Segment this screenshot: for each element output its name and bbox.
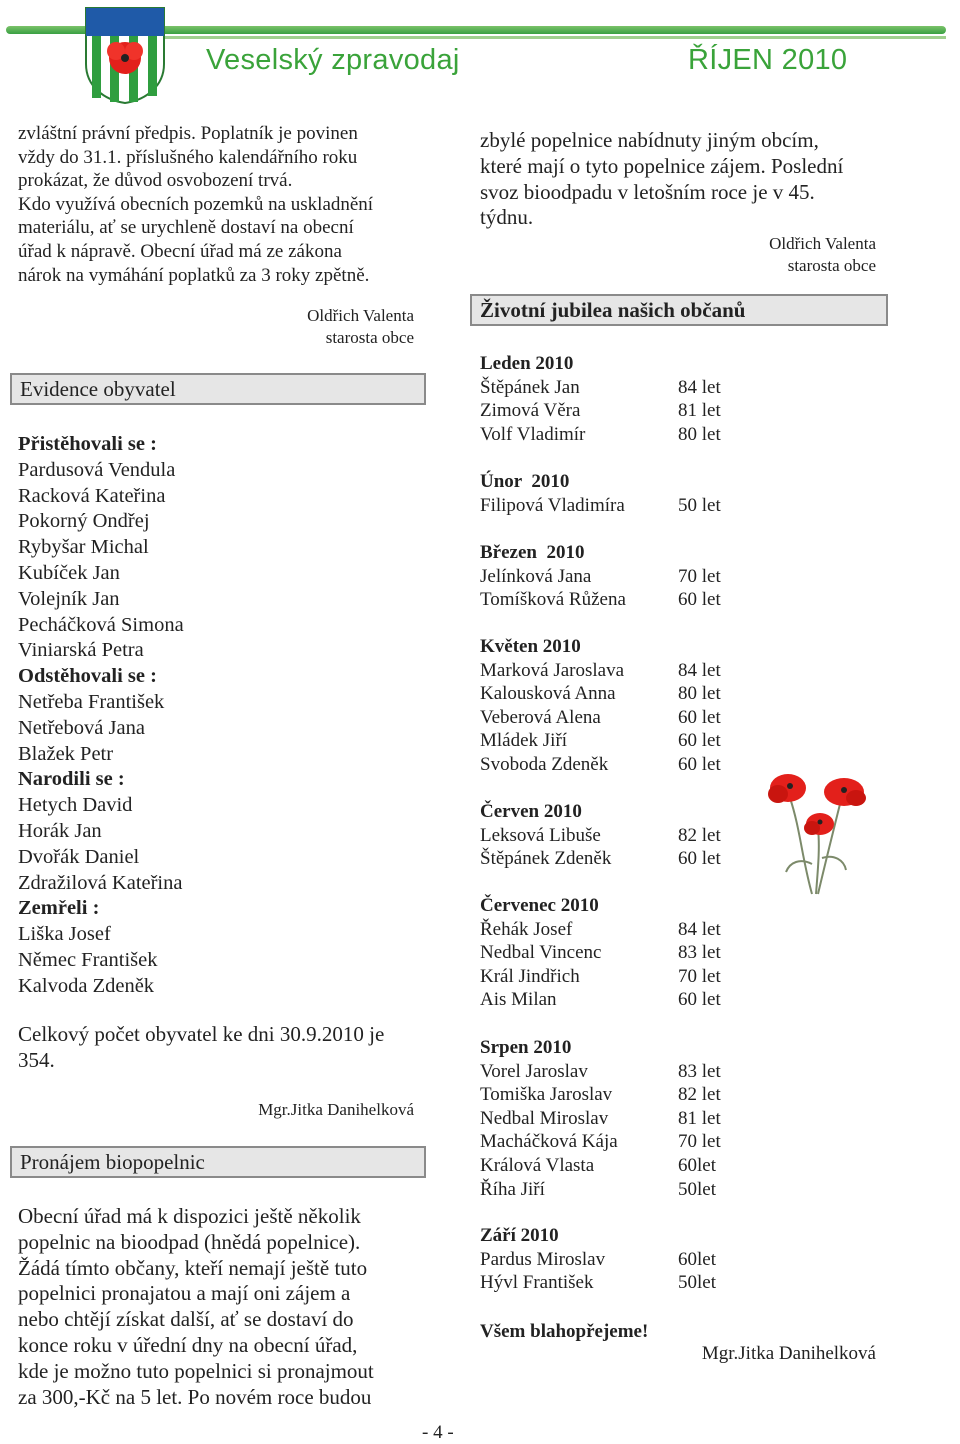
list-item: Volejník Jan xyxy=(18,587,120,610)
list-item xyxy=(480,659,740,683)
rent-line: konce roku v úřední dny na obecní úřad, xyxy=(18,1332,358,1357)
jubilee-month-block xyxy=(480,470,740,517)
evidence-heading: Evidence obyvatel xyxy=(10,373,426,405)
person-name: Pardus Miroslav xyxy=(480,1248,606,1270)
list-item xyxy=(480,1083,740,1107)
intro-line: prokázat, že důvod osvobození trvá. xyxy=(18,170,293,192)
person-name: Mládek Jiří xyxy=(480,730,568,752)
person-name: Král Jindřich xyxy=(480,965,580,987)
list-item xyxy=(480,1178,740,1202)
list-item xyxy=(480,753,740,777)
list-item: Dvořák Daniel xyxy=(18,845,140,868)
intro-paragraph xyxy=(18,122,414,287)
person-name: Zimová Věra xyxy=(480,400,581,422)
person-name: Kalousková Anna xyxy=(480,683,616,705)
list-item xyxy=(480,565,740,589)
village-coat-of-arms-icon xyxy=(84,6,166,104)
person-name: Tomíšková Růžena xyxy=(480,589,626,611)
intro-line: materiálu, ať se urychleně dostaví na obecní xyxy=(18,217,354,239)
month-label: Srpen 2010 xyxy=(480,1037,572,1058)
newsletter-title: Veselský zpravodaj xyxy=(206,44,460,76)
list-item: Kalvoda Zdeněk xyxy=(18,974,155,997)
person-name: Nedbal Vincenc xyxy=(480,942,602,964)
list-item xyxy=(480,1248,740,1272)
person-age: 60 let xyxy=(678,753,721,775)
total-line: Celkový počet obyvatel ke dni 30.9.2010 je xyxy=(18,1022,385,1046)
person-age: 80 let xyxy=(678,683,721,705)
person-age: 82 let xyxy=(678,1084,721,1106)
rent-line: Žádá tímto občany, kteří nemají ještě tuto xyxy=(18,1255,368,1280)
month-label: Červenec 2010 xyxy=(480,895,599,916)
continued-line: svoz bioodpadu v letošním roce je v 45. xyxy=(480,179,815,204)
signature-name: Oldřich Valenta xyxy=(769,234,876,254)
signature-name: Mgr.Jitka Danihelková xyxy=(258,1100,414,1119)
intro-line: úřad k nápravě. Obecní úřad má ze zákona xyxy=(18,240,342,262)
list-item xyxy=(480,1154,740,1178)
list-item xyxy=(480,988,740,1012)
list-item xyxy=(480,494,740,518)
rent-line: nebo chtějí získat další, ať se dostaví do xyxy=(18,1307,354,1332)
person-age: 50let xyxy=(678,1272,716,1294)
list-item: Kubíček Jan xyxy=(18,561,120,584)
person-name: Řehák Josef xyxy=(480,918,573,940)
person-name: Veberová Alena xyxy=(480,706,601,728)
person-age: 84 let xyxy=(678,376,721,398)
list-item: Racková Kateřina xyxy=(18,484,166,507)
person-age: 60let xyxy=(678,1154,716,1176)
person-name: Štěpánek Zdeněk xyxy=(480,848,612,870)
continued-line: zbylé popelnice nabídnuty jiným obcím, xyxy=(480,128,819,152)
list-item: Pokorný Ondřej xyxy=(18,510,150,533)
evidence-label: Přistěhovali se : xyxy=(18,433,157,455)
evidence-label: Odstěhovali se : xyxy=(18,665,157,688)
list-item xyxy=(480,918,740,942)
person-name: Tomiška Jaroslav xyxy=(480,1084,613,1106)
page-number: - 4 - xyxy=(422,1422,454,1443)
signature-name: Oldřich Valenta xyxy=(307,306,414,326)
person-name: Svoboda Zdeněk xyxy=(480,753,609,775)
list-item xyxy=(480,824,740,848)
left-column xyxy=(18,122,414,349)
person-age: 50let xyxy=(678,1178,716,1200)
rent-line: popelnic na bioodpad (hnědá popelnice). xyxy=(18,1229,361,1254)
rent-line: kde je možno tuto popelnici si pronajmout xyxy=(18,1358,374,1383)
evidence-list xyxy=(18,432,414,1000)
list-item: Hetych David xyxy=(18,794,133,817)
rent-paragraph xyxy=(18,1204,414,1410)
list-item xyxy=(480,682,740,706)
list-item xyxy=(480,706,740,730)
person-age: 84 let xyxy=(678,659,721,681)
person-age: 81 let xyxy=(678,1107,721,1129)
signature-role: starosta obce xyxy=(787,256,876,276)
jubilee-heading: Životní jubilea našich občanů xyxy=(470,294,888,326)
person-age: 82 let xyxy=(678,824,721,846)
month-label: Květen 2010 xyxy=(480,636,581,657)
person-name: Jelínková Jana xyxy=(480,565,592,587)
list-item xyxy=(480,1060,740,1084)
jubilee-month-block xyxy=(480,635,740,777)
person-age: 60 let xyxy=(678,589,721,611)
rent-line: za 300,-Kč na 5 let. Po novém roce budou xyxy=(18,1384,372,1409)
person-age: 60 let xyxy=(678,730,721,752)
list-item xyxy=(480,965,740,989)
jubilee-month-block xyxy=(480,541,740,612)
list-item: Viniarská Petra xyxy=(18,639,144,662)
month-label: Září 2010 xyxy=(480,1225,559,1246)
person-age: 60 let xyxy=(678,848,721,870)
intro-line: Kdo využívá obecních pozemků na uskladnění xyxy=(18,193,374,215)
person-age: 70 let xyxy=(678,565,721,587)
list-item: Blažek Petr xyxy=(18,742,114,765)
evidence-label: Narodili se : xyxy=(18,768,125,791)
person-age: 70 let xyxy=(678,965,721,987)
intro-line: zvláštní právní předpis. Poplatník je povinen xyxy=(18,123,358,144)
person-age: 60 let xyxy=(678,706,721,728)
list-item xyxy=(480,729,740,753)
person-age: 50 let xyxy=(678,494,721,516)
jubilee-month-block xyxy=(480,352,740,446)
list-item: Liška Josef xyxy=(18,923,111,946)
evidence-label: Zemřeli : xyxy=(18,897,100,920)
list-item: Němec František xyxy=(18,948,158,971)
month-label: Červen 2010 xyxy=(480,801,582,822)
jubilee-month-block xyxy=(480,800,740,871)
person-age: 70 let xyxy=(678,1131,721,1153)
person-age: 60 let xyxy=(678,989,721,1011)
rent-line: Obecní úřad má k dispozici ještě několik xyxy=(18,1204,361,1228)
person-name: Nedbal Miroslav xyxy=(480,1107,609,1129)
list-item xyxy=(480,399,740,423)
right-column xyxy=(480,128,876,277)
rent-heading: Pronájem biopopelnic xyxy=(10,1146,426,1178)
list-item xyxy=(480,588,740,612)
closing-greeting: Všem blahopřejeme! xyxy=(480,1321,649,1342)
month-label: Březen 2010 xyxy=(480,542,585,563)
person-name: Ais Milan xyxy=(480,989,557,1011)
signature-role: starosta obce xyxy=(325,328,414,348)
person-name: Volf Vladimír xyxy=(480,423,586,445)
list-item: Pardusová Vendula xyxy=(18,458,176,481)
person-age: 84 let xyxy=(678,918,721,940)
person-name: Králová Vlasta xyxy=(480,1154,595,1176)
intro-line: nárok na vymáhání poplatků za 3 roky zpětně. xyxy=(18,264,370,286)
list-item: Zdražilová Kateřina xyxy=(18,871,183,894)
list-item: Horák Jan xyxy=(18,819,102,842)
person-name: Vorel Jaroslav xyxy=(480,1060,588,1082)
person-name: Filipová Vladimíra xyxy=(480,494,625,516)
list-item: Netřeba František xyxy=(18,690,165,713)
person-age: 60let xyxy=(678,1248,716,1270)
person-age: 83 let xyxy=(678,1060,721,1082)
issue-date: ŘÍJEN 2010 xyxy=(688,44,848,76)
person-name: Štěpánek Jan xyxy=(480,376,580,398)
total-line: 354. xyxy=(18,1047,55,1072)
jubilee-month-block xyxy=(480,1036,740,1201)
list-item xyxy=(480,1130,740,1154)
person-age: 81 let xyxy=(678,400,721,422)
jubilee-month-block xyxy=(480,894,740,1012)
continued-line: které mají o tyto popelnice zájem. Poslední xyxy=(480,153,844,178)
list-item xyxy=(480,423,740,447)
person-name: Marková Jaroslava xyxy=(480,659,625,681)
list-item xyxy=(480,1107,740,1131)
person-name: Hývl František xyxy=(480,1272,594,1294)
jubilee-month-block xyxy=(480,1224,740,1295)
list-item: Netřebová Jana xyxy=(18,716,145,739)
rent-line: popelnici pronajatou a mají oni zájem a xyxy=(18,1281,351,1306)
month-label: Leden 2010 xyxy=(480,353,574,374)
month-label: Únor 2010 xyxy=(480,471,570,492)
signature-name: Mgr.Jitka Danihelková xyxy=(701,1343,876,1364)
person-age: 80 let xyxy=(678,423,721,445)
list-item xyxy=(480,376,740,400)
person-name: Říha Jiří xyxy=(480,1178,545,1200)
person-name: Leksová Libuše xyxy=(480,824,601,846)
list-item xyxy=(480,847,740,871)
header-stripe-shadow xyxy=(160,36,946,39)
continued-line: týdnu. xyxy=(480,205,534,230)
list-item xyxy=(480,1271,740,1295)
population-total xyxy=(18,1022,414,1074)
intro-line: vždy do 31.1. příslušného kalendářního roku xyxy=(18,146,358,168)
list-item: Pecháčková Simona xyxy=(18,613,184,636)
list-item: Rybyšar Michal xyxy=(18,536,149,559)
list-item xyxy=(480,941,740,965)
person-age: 83 let xyxy=(678,942,721,964)
person-name: Macháčková Kája xyxy=(480,1131,618,1153)
poppy-flowers-icon xyxy=(760,768,868,898)
